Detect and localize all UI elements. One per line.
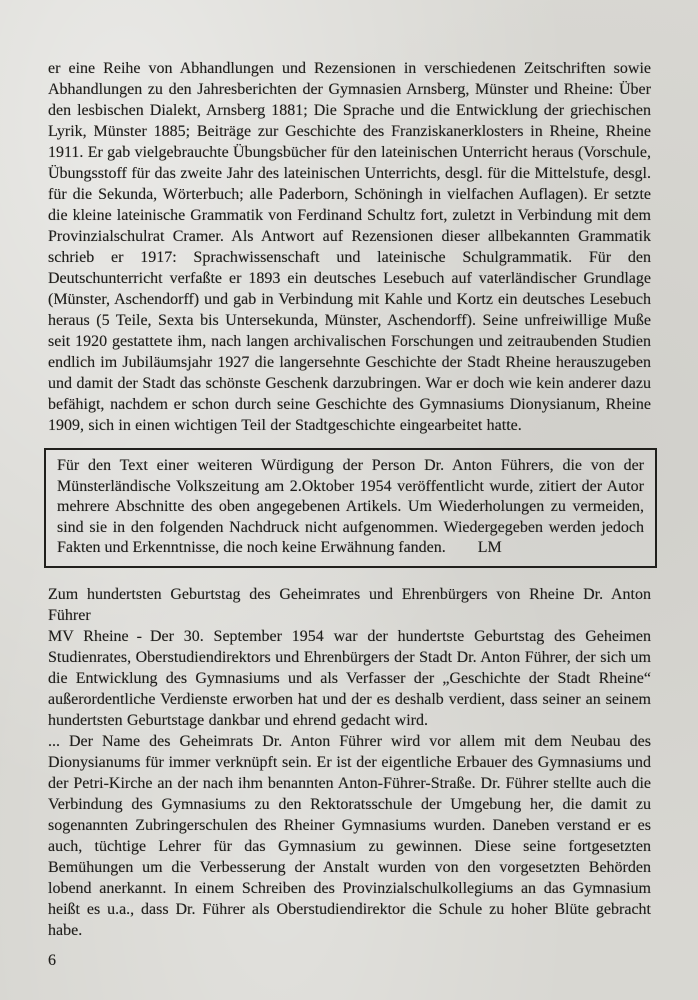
article-heading: Zum hundertsten Geburtstag des Geheimrates und Ehrenbürgers von Rheine Dr. Anton Führer [48,585,651,624]
note-signature: LM [477,539,502,557]
page-number: 6 [48,952,56,969]
framed-note-text: Für den Text einer weiteren Würdigung der Person Dr. Anton Führers, die von der Münsterländische Volkszeitung am 2.Oktober 1954 veröffentlicht wurde, zitiert der Autor mehrere Abschnitte des oben angegebenen Artikels. Um Wiederholungen zu vermeiden, sind sie in den folgenden Nachdruck nicht aufgenommen. Wiedergegeben werden jedoch Fakten und Erkenntnisse, die noch keine Erwähnung fanden. [57,457,644,557]
continuation-paragraph: er eine Reihe von Abhandlungen und Rezensionen in verschiedenen Zeitschriften sowie Abhandlungen zu den Jahresberichten der Gymnasien Arnsberg, Münster und Rheine: Über den lesbischen Dialekt, Arnsberg 1881; Die Sprache und die Entwicklung der griechischen Lyrik, Münster 1885; Beiträge zur Geschichte des Franziskanerklosters in Rheine, Rheine 1911. Er gab vielgebrauchte Übungsbücher für den lateinischen Unterricht heraus (Vorschule, Übungsstoff für das zweite Jahr des lateinischen Unterrichts, desgl. für die Mittelstufe, desgl. für die Sekunda, Wörterbuch; alle Paderborn, Schöningh in vielfachen Auflagen). Er setzte die kleine lateinische Grammatik von Ferdinand Schultz fort, zuletzt in Verbindung mit dem Provinzialschulrat Cramer. Als Antwort auf Rezensionen dieser allbekannten Grammatik schrieb er 1917: Sprachwissenschaft und lateinische Schulgrammatik. Für den Deutschunterricht verfaßte er 1893 ein deutsches Lesebuch auf vaterländischer Grundlage (Münster, Aschendorff) und gab in Verbindung mit Kahle und Kortz ein deutsches Lesebuch heraus (5 Teile, Sexta bis Untersekunda, Münster, Aschendorff). Seine unfreiwillige Muße seit 1920 gestattete ihm, nach langen archivalischen Forschungen und zeitraubenden Studien endlich im Jubiläumsjahr 1927 die langersehnte Geschichte der Stadt Rheine herauszugeben und damit der Stadt das schönste Geschenk darzubringen. War er doch wie kein anderer dazu befähigt, nachdem er schon durch seine Geschichte des Gymnasiums Dionysianum, Rheine 1909, sich in einen wichtigen Teil der Stadtgeschichte eingearbeitet hatte. [48,60,651,434]
article-section [48,584,651,941]
article-paragraph-2: ... Der Name des Geheimrats Dr. Anton Führer wird vor allem mit dem Neubau des Dionysianums für immer verknüpft sein. Er ist der eigentliche Erbauer des Gymnasiums und der Petri-Kirche an der nach ihm benannten Anton-Führer-Straße. Dr. Führer stellte auch die Verbindung des Gymnasiums zu den Rektoratsschule der Umgebung her, die damit zu sogenannten Zubringerschulen des Rheiner Gymnasiums wurden. Daneben verstand er es auch, tüchtige Lehrer für das Gymnasium zu gewinnen. Diese seine fortgesetzten Bemühungen um die Verbesserung der Anstalt wurden von den vorgesetzten Behörden lobend anerkannt. In einem Schreiben des Provinzialschulkollegiums an das Gymnasium heißt es u.a., dass Dr. Führer als Oberstudiendirektor die Schule zu hoher Blüte gebracht habe. [48,732,651,939]
framed-editorial-note [44,448,657,568]
framed-note-paragraph [57,456,644,559]
article-paragraph-1: MV Rheine - Der 30. September 1954 war der hundertste Geburtstag des Geheimen Studienrates, Oberstudiendirektors und Ehrenbürgers der Stadt Dr. Anton Führer, der sich um die Entwicklung des Gymnasiums und als Verfasser der „Geschichte der Stadt Rheine“ außerordentliche Verdienste erworben hat und der es deshalb verdient, dass seiner an seinem hundertsten Geburtstage dankbar und ehrend gedacht wird. [48,627,651,729]
